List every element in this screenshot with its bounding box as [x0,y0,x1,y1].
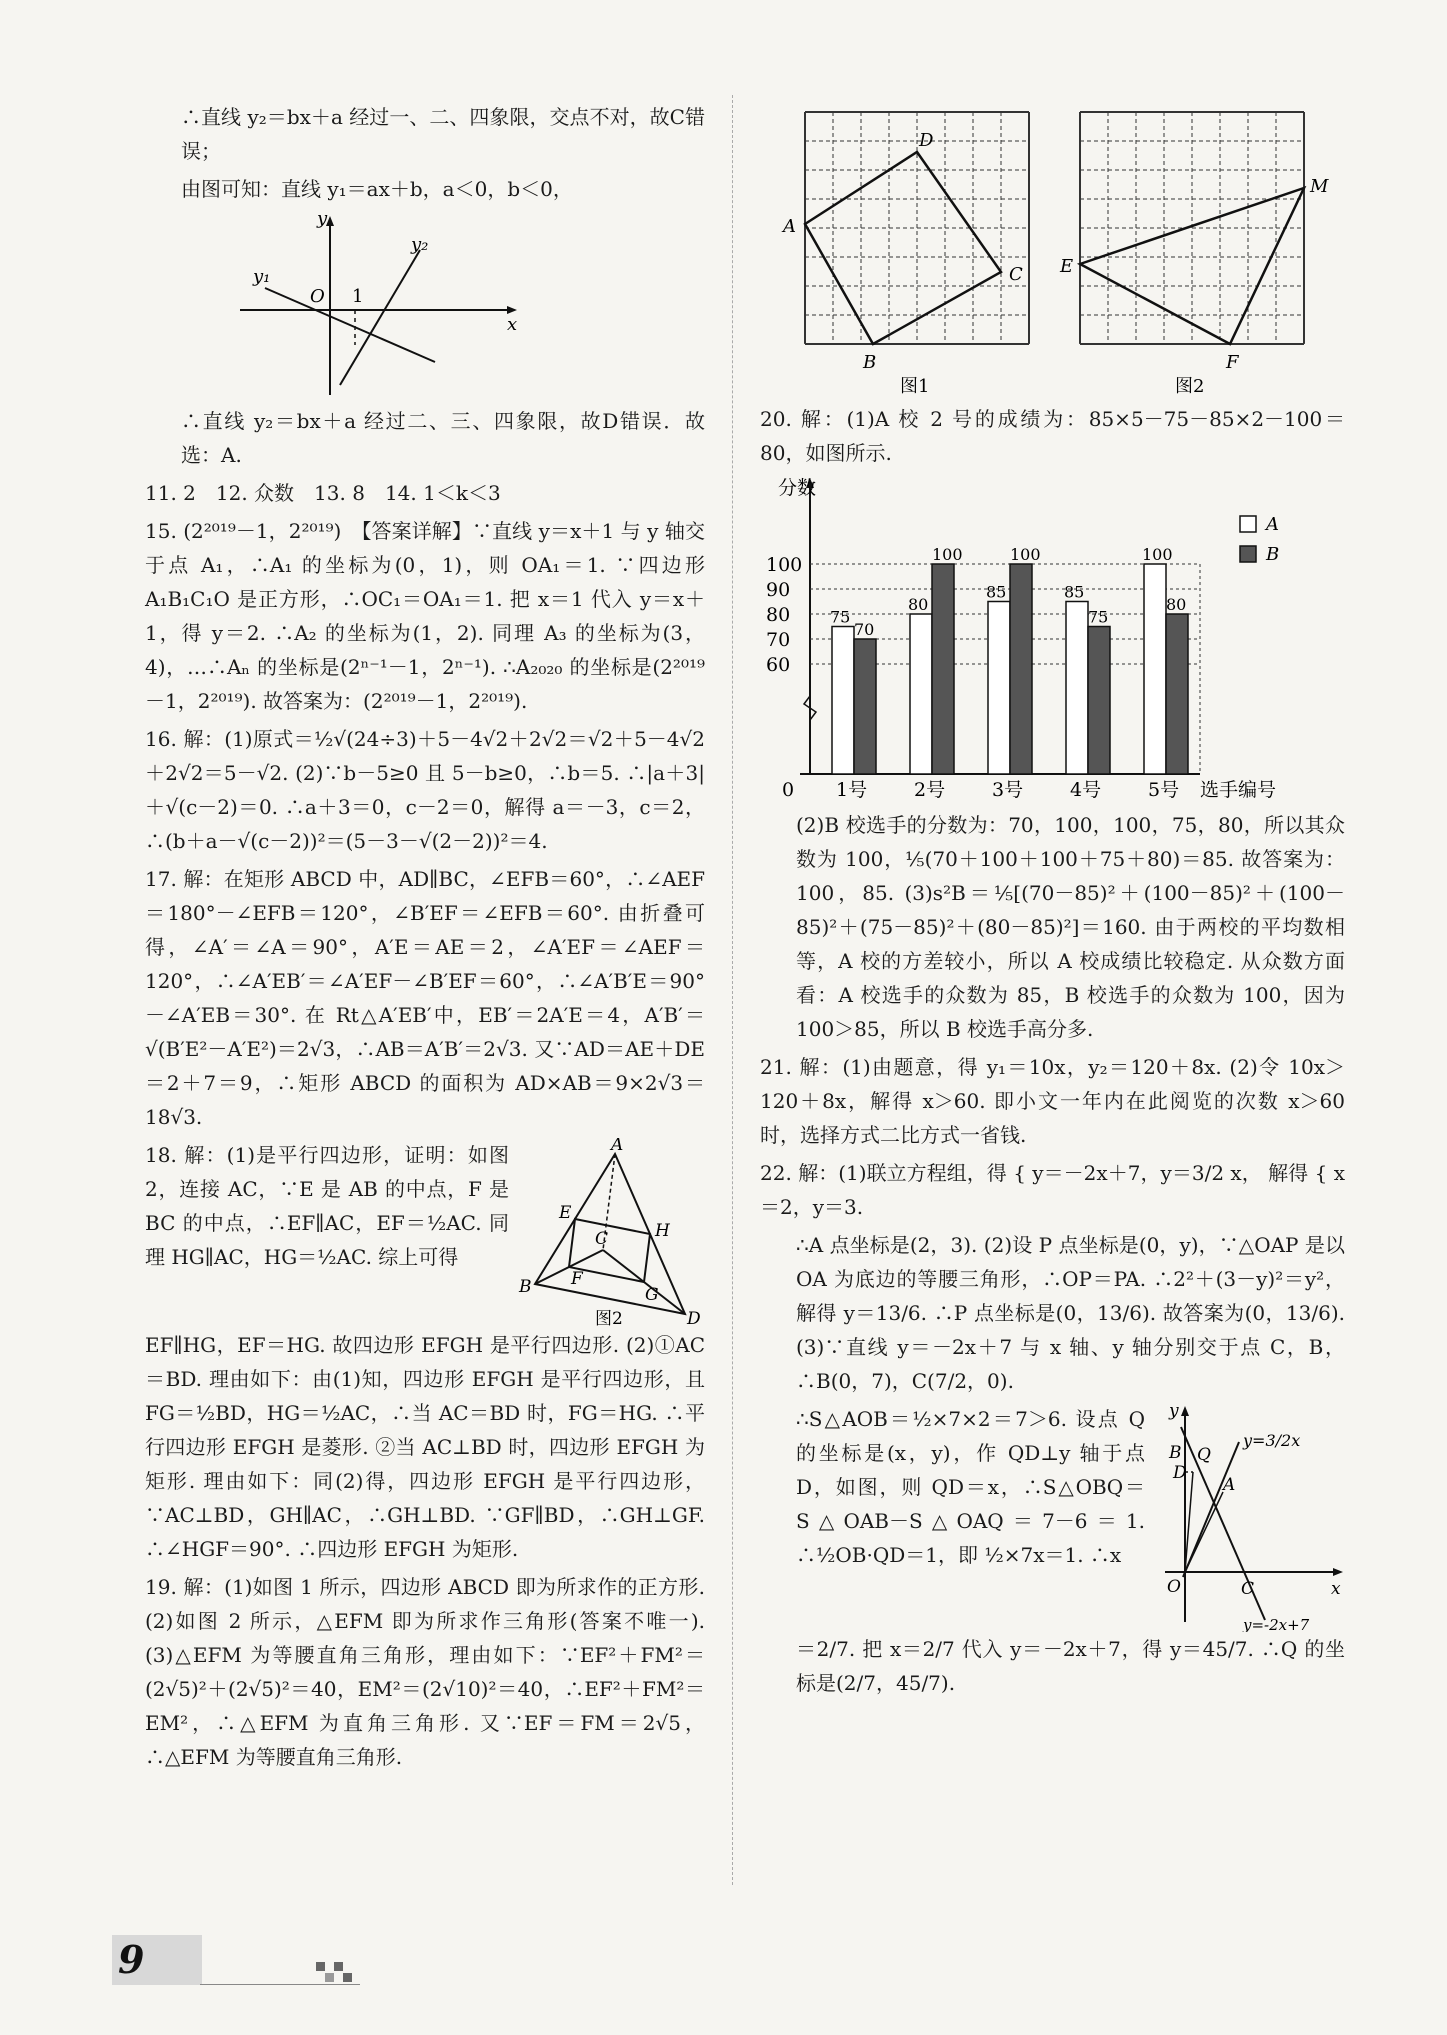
legend-b-label: B [1266,544,1280,565]
q10-graph-y: y [317,210,328,229]
q20-part-b: (2)B 校选手的分数为：70，100，100，75，80，所以其众数为 100，⅕(70＋100＋100＋75＋80)＝85. 故答案为：100，85. (3)s²B＝⅕[(70－85)²＋(100－85)²＋(100－85)²＋(75－85)²＋(80－85)²]＝160. 由于两校的平均数相等，A 校的方差较小，所以 A 校成绩比较稳定. 从众数方面看：A 校选手的众数为 85，B 校选手的众数为 100，因为 100＞85，所以 B 校选手高分多. [796,813,1345,1041]
bar-chart [760,474,1345,804]
chart-ytick: 80 [766,604,791,626]
q22-part-b: ∴A 点坐标是(2，3). (2)设 P 点坐标是(0，y)，∵△OAP 是以 OA 为底边的等腰三角形，∴OP＝PA. ∴2²＋(3－y)²＝y²，解得 y＝13/6. ∴P 点坐标是(0，13/6). 故答案为(0，13/6). (3)∵直线 y＝－2x＋7 与 x 轴、y 轴分别交于点 C，B，∴B(0，7)，C(7/2，0). [796,1233,1345,1393]
page-footer-line [200,1984,360,1985]
bar-label-B-5: 80 [1166,595,1187,614]
q10-graph-y2: y₂ [411,234,429,255]
bar-label-B-1: 70 [854,620,875,639]
q22-graph-a: A [1223,1475,1236,1495]
q10-graph-x: x [507,314,518,335]
q18-block [145,1138,705,1566]
bar-label-B-4: 75 [1088,607,1109,627]
q18-part-b: EF∥HG，EF＝HG. 故四边形 EFGH 是平行四边形. (2)①AC＝BD. 理由如下：由(1)知，四边形 EFGH 是平行四边形，且 FG＝½BD，HG＝½AC，∴当 AC＝BD 时，FG＝HG. ∴平行四边形 EFGH 是菱形. ②当 AC⊥BD 时，四边形 EFGH 为矩形. 理由如下：同(2)得，四边形 EFGH 是平行四边形，∵AC⊥BD，GH∥AC，∴GH⊥BD. ∵GF∥BD，∴GH⊥GF. ∴∠HGF＝90°. ∴四边形 EFGH 为矩形. [145,1333,705,1561]
q22-part-c: ∴S△AOB＝½×7×2＝7＞6. 设点 Q 的坐标是(x，y)，作 QD⊥y 轴于点 D，如图，则 QD＝x，∴S△OBQ＝S△OAB－S△OAQ＝7－6＝1. ∴½OB·QD＝1，即 ½×7x＝1. ∴x [796,1407,1145,1567]
q18-label-f: F [571,1269,583,1289]
q15: 15. (2²⁰¹⁹－1，2²⁰¹⁹) 【答案详解】∵直线 y＝x＋1 与 y 轴交于点 A₁，∴A₁ 的坐标为(0，1)，则 OA₁＝1. ∵四边形 A₁B₁C₁O 是正方形，∴OC₁＝OA₁＝1. 把 x＝1 代入 y＝x＋1，得 y＝2. ∴A₂ 的坐标为(1，2). 同理 A₃ 的坐标为(3，4)，…∴Aₙ 的坐标是(2ⁿ⁻¹－1，2ⁿ⁻¹). ∴A₂₀₂₀ 的坐标是(2²⁰¹⁹－1，2²⁰¹⁹). 故答案为：(2²⁰¹⁹－1，2²⁰¹⁹). [145,519,705,713]
bar-A-4 [1066,602,1088,775]
q22-part-a: 22. 解：(1)联立方程组，得 { y＝－2x＋7，y＝3/2 x， 解得 { x＝2，y＝3. [760,1161,1345,1219]
q18-label-h: H [655,1221,670,1241]
grid2-label-m: M [1310,176,1329,197]
q10-line2: 由图可知：直线 y₁＝ax＋b，a＜0，b＜0， [181,177,573,201]
q10-graph-y1: y₁ [253,266,271,287]
q18-label-a: A [611,1138,624,1155]
q19: 19. 解：(1)如图 1 所示，四边形 ABCD 即为所求作的正方形. (2)如图 2 所示，△EFM 即为所求作三角形(答案不唯一). (3)△EFM 为等腰直角三角形，理由如下：∵EF²＋FM²＝(2√5)²＋(2√5)²＝40，EM²＝(2√10)²＝40，∴EF²＋FM²＝EM²，∴△EFM 为直角三角形. 又∵EF＝FM＝2√5，∴△EFM 为等腰直角三角形. [145,1575,705,1769]
q17: 17. 解：在矩形 ABCD 中，AD∥BC，∠EFB＝60°，∴∠AEF＝180°－∠EFB＝120°，∠B′EF＝∠EFB＝60°. 由折叠可得，∠A′＝∠A＝90°，A′E＝AE＝2，∠A′EF＝∠AEF＝120°，∴∠A′EB′＝∠A′EF－∠B′EF＝60°，∴∠A′B′E＝90°－∠A′EB＝30°. 在 Rt△A′EB′中，EB′＝2A′E＝4，A′B′＝√(B′E²－A′E²)＝2√3，∴AB＝A′B′＝2√3. 又∵AD＝AE＋DE＝2＋7＝9，∴矩形 ABCD 的面积为 AD×AB＝9×2√3＝18√3. [145,867,705,1129]
legend-a-swatch [1240,516,1256,532]
q22-graph [1145,1402,1345,1632]
q22-graph-x: x [1331,1579,1341,1599]
bar-A-2 [910,614,932,774]
q18-label-g: G [645,1285,659,1305]
footer-square-3 [343,1973,352,1982]
chart-ytick: 90 [766,579,791,601]
bar-A-5 [1144,564,1166,774]
q22-graph-y: y [1169,1402,1179,1421]
q18-label-c: C [595,1229,609,1249]
legend-b-swatch [1240,546,1256,562]
q22-graph-line2: y=-2x+7 [1243,1616,1310,1632]
q18-label-d: D [687,1309,701,1328]
q10-line3: ∴直线 y₂＝bx＋a 经过二、三、四象限，故D错误．故选：A. [181,409,705,467]
chart-origin: 0 [782,779,795,801]
grid2-caption: 图2 [1175,376,1205,397]
q22-block [760,1402,1345,1700]
chart-xtick: 2号 [914,779,946,801]
bar-A-3 [988,602,1010,775]
grid1 [781,112,1029,397]
chart-ytick: 70 [766,629,791,651]
q18-label-e: E [559,1203,572,1223]
q11-14: 11. 2 12. 众数 13. 8 14. 1＜k＜3 [145,481,501,505]
bar-label-A-5: 100 [1142,545,1173,564]
q21: 21. 解：(1)由题意，得 y₁＝10x，y₂＝120＋8x. (2)令 10x＞120＋8x，解得 x＞60. 即小文一年内在此阅览的次数 x＞60 时，选择方式二比方式一省钱. [760,1055,1345,1147]
q22-graph-c: C [1241,1579,1255,1599]
q20-part-a: 20. 解：(1)A 校 2 号的成绩为：85×5－75－85×2－100＝80，如图所示. [760,407,1345,465]
grid-figures [760,108,1345,398]
q22-graph-q: Q [1197,1445,1211,1465]
grid1-label-b: B [863,352,877,373]
chart-xtick: 5号 [1148,779,1180,801]
grid1-label-a: A [783,216,796,237]
bar-label-B-3: 100 [1010,545,1041,564]
column-divider [732,95,733,1885]
q18-part-a: 18. 解：(1)是平行四边形，证明：如图 2，连接 AC，∵E 是 AB 的中点，F 是 BC 的中点，∴EF∥AC，EF＝½AC. 同理 HG∥AC，HG＝½AC. 综上可得 [145,1143,509,1269]
footer-square-2 [334,1962,343,1971]
chart-xtick: 3号 [992,779,1024,801]
grid1-label-d: D [919,130,934,151]
q10-graph [145,210,705,400]
chart-ylabel: 分数 [778,477,817,499]
bar-label-A-3: 85 [986,582,1007,602]
q22-graph-b: B [1169,1443,1182,1463]
q10-graph-o: O [310,286,325,307]
q22-graph-line1: y=3/2x [1243,1431,1301,1450]
bar-B-4 [1088,627,1110,775]
right-column [760,108,1345,1704]
legend-a-label: A [1266,514,1279,535]
page-number: 9 [118,1937,145,1982]
grid1-caption: 图1 [900,376,930,397]
q18-label-b: B [519,1277,532,1297]
chart-ytick: 60 [766,654,791,676]
q10-graph-one: 1 [352,286,364,307]
q10-line1: ∴直线 y₂＝bx＋a 经过一、二、四象限，交点不对，故C错误； [181,105,705,163]
chart-ytick: 100 [766,554,803,576]
left-column [145,100,705,1778]
grid2-label-f: F [1226,352,1239,373]
bar-label-A-1: 75 [830,607,851,627]
bar-B-2 [932,564,954,774]
page-number-box [112,1935,202,1985]
bar-label-B-2: 100 [932,545,963,564]
chart-xlabel: 选手编号 [1200,779,1277,801]
q22-graph-o: O [1167,1577,1181,1597]
bar-label-A-4: 85 [1064,582,1085,602]
q18-figure [515,1138,705,1328]
chart-xtick: 4号 [1070,779,1102,801]
grid1-label-c: C [1009,264,1023,285]
bar-A-1 [832,627,854,775]
bar-B-5 [1166,614,1188,774]
q16: 16. 解：(1)原式＝½√(24÷3)＋5－4√2＋2√2＝√2＋5－4√2＋2√2＝5－√2. (2)∵b－5≥0 且 5－b≥0，∴b＝5. ∴|a＋3|＋√(c－2)＝0. ∴a＋3＝0，c－2＝0，解得 a＝－3，c＝2，∴(b＋a－√(c－2))²＝(5－3－√(2－2))²＝4. [145,727,705,853]
q22-part-d: ＝2/7. 把 x＝2/7 代入 y＝－2x＋7，得 y＝45/7. ∴Q 的坐标是(2/7，45/7). [796,1637,1345,1695]
q22-graph-d: D [1173,1463,1187,1483]
bar-B-3 [1010,564,1032,774]
chart-xtick: 1号 [836,779,868,801]
bar-B-1 [854,639,876,774]
footer-square-4 [325,1973,334,1982]
grid2-label-e: E [1060,256,1074,277]
footer-square-1 [316,1962,325,1971]
grid2 [1059,112,1329,397]
q18-caption: 图2 [595,1309,623,1328]
bar-label-A-2: 80 [908,595,929,614]
